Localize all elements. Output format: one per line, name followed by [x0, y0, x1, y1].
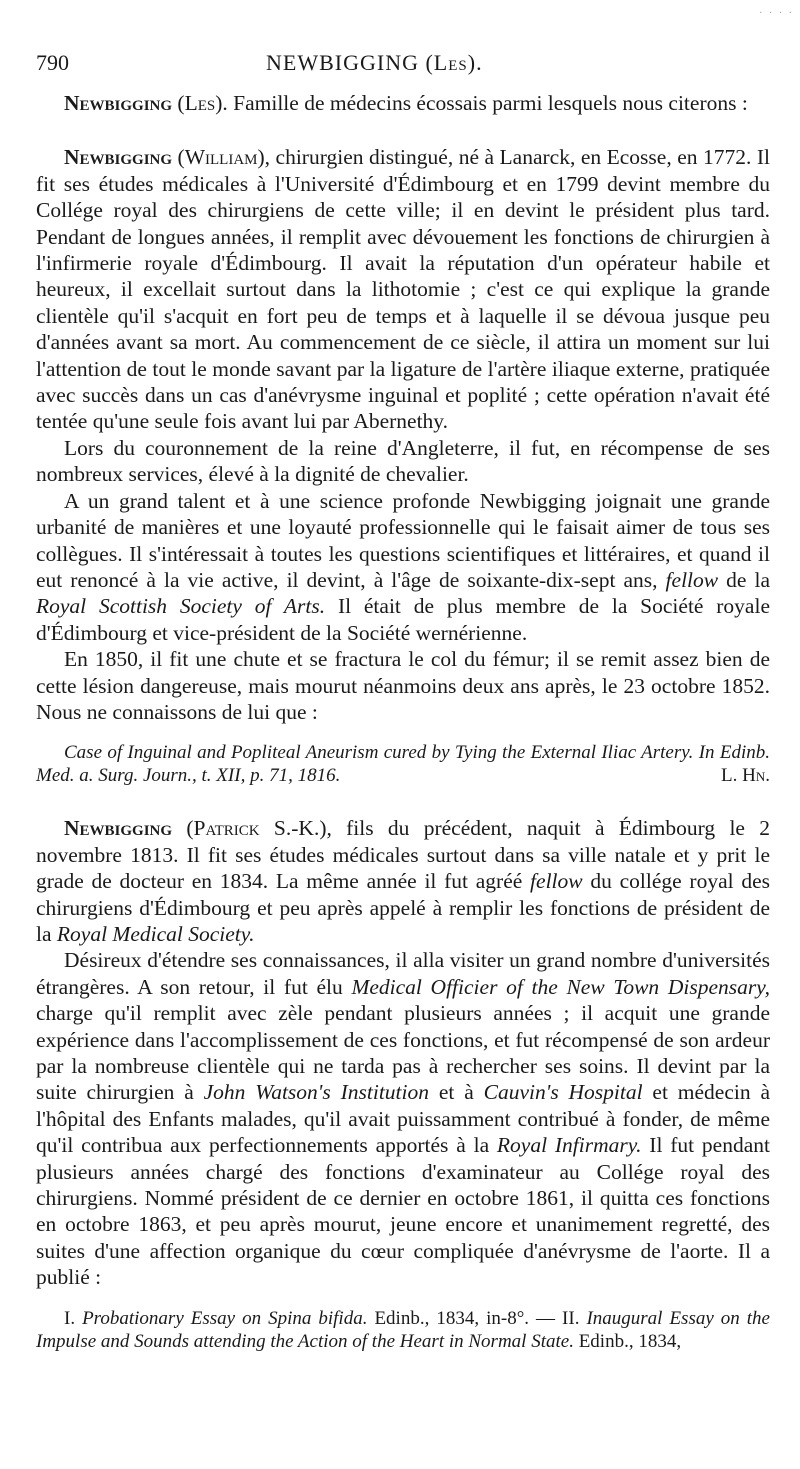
- running-title: NEWBIGGING (Les).: [266, 50, 483, 75]
- intro-paragraph: Newbigging (Les). Famille de médecins écossais parmi lesquels nous citerons :: [64, 91, 748, 115]
- william-paragraph-3: A un grand talent et à une science profonde Newbigging joignait une grande urbanité de manières et une loyauté professionnelle qui le faisait aimer de tous ses collègues. Il s'intéressait à toutes les questions scientifiques et littéraires, et quand il eut renoncé à la vie active, il devint, à l'âge de soixante-dix-sept ans, fellow de la Royal Scottish Society of Arts. Il était de plus membre de la Société royale d'Édimbourg et vice-président de la Société wernérienne.: [36, 488, 770, 645]
- patrick-paragraph-2: Désireux d'étendre ses connaissances, il alla visiter un grand nombre d'universités étrangères. A son retour, il fut élu Medical Officier of the New Town Dispensary, charge qu'il remplit avec zèle pendant plusieurs années ; il acquit une grande expérience dans l'accomplissement de ces fonctions, et fut récompensé de son ardeur par la nombreuse clientèle qui ne tarda pas à rechercher ses soins. Il devint par la suite chirurgien à John Watson's Institution et à Cauvin's Hospital et médecin à l'hôpital des Enfants malades, qu'il avait puissamment contribué à fonder, de même qu'il contribua aux perfectionnements apportés à la Royal Infirmary. Il fut pendant plusieurs années chargé des fonctions d'examinateur au Collége royal des chirurgiens. Nommé président de ce dernier en octobre 1861, il quitta ces fonctions en octobre 1863, et peu après mourut, jeune encore et unanimement regretté, des suites d'une affection organique du cœur compliquée d'anévrysme de l'aorte. Il a publié :: [36, 948, 771, 1290]
- william-paragraph-1: Newbigging (William), chirurgien distingué, né à Lanarck, en Ecosse, en 1772. Il fit ses études médicales à l'Université d'Édimbourg et en 1799 devint membre du Collége royal des chirurgiens de cette ville; il en devint le président plus tard. Pendant de longues années, il remplit avec dévouement les fonctions de chirurgien à l'infirmerie royale d'Édimbourg. Il avait la réputation d'un opérateur habile et heureux, il excellait surtout dans la lithotomie ; c'est ce qui explique la grande clientèle qu'il s'acquit en fort peu de temps et à laquelle il se dévoua jusque peu d'années avant sa mort. Au commencement de ce siècle, il attira un moment sur lui l'attention de tout le monde savant par la ligature de l'artère iliaque externe, pratiquée avec succès dans un cas d'anévrysme inguinal et poplité ; cette opération n'avait été tentée qu'une seule fois avant lui par Abernethy.: [36, 145, 770, 434]
- william-paragraph-2: Lors du couronnement de la reine d'Angleterre, il fut, en récompense de ses nombreux services, élevé à la dignité de chevalier.: [36, 435, 770, 487]
- patrick-name: Newbigging: [64, 816, 173, 841]
- intro-heading: Newbigging: [64, 91, 173, 115]
- william-bibliography: Case of Inguinal and Popliteal Aneurism cured by Tying the External Iliac Artery. In Edinb. Med. a. Surg. Journ., t. XII, p. 71, 1816. L. Hn.: [36, 742, 770, 787]
- patrick-paragraph-1: Newbigging (Patrick S.-K.), fils du précédent, naquit à Édimbourg le 2 novembre 1813. Il fit ses études médicales surtout dans sa ville natale et y prit le grade de docteur en 1834. La même année il fut agréé fellow du collége royal des chirurgiens d'Édimbourg et peu après appelé à remplir les fonctions de président de la Royal Medical Society.: [36, 816, 770, 946]
- page-number: 790: [36, 50, 69, 75]
- page-header: [36, 0, 770, 90]
- author-initials: L. Hn.: [721, 765, 770, 787]
- corner-marks: · · · ·: [759, 8, 794, 19]
- william-name: Newbigging: [64, 145, 173, 170]
- william-paragraph-4: En 1850, il fit une chute et se fractura le col du fémur; il se remit assez bien de cette lésion dangereuse, mais mourut néanmoins deux ans après, le 23 octobre 1852. Nous ne connaissons de lui que :: [36, 647, 770, 724]
- patrick-bibliography: I. Probationary Essay on Spina bifida. Edinb., 1834, in-8°. — II. Inaugural Essay on the Impulse and Sounds attending the Action of the Heart in Normal State. Edinb., 1834,: [36, 1307, 770, 1352]
